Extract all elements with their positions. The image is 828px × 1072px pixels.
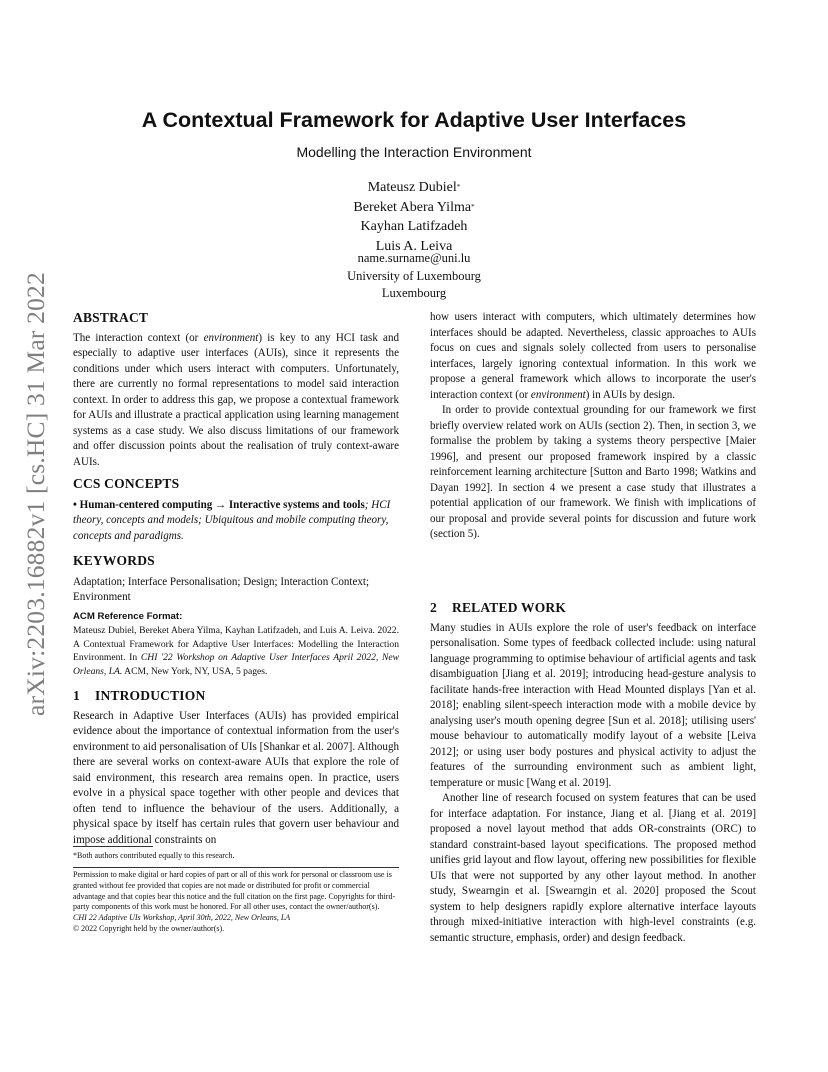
permission-rule [73, 867, 399, 868]
arxiv-stamp: arXiv:2203.16882v1 [cs.HC] 31 Mar 2022 [21, 272, 50, 716]
abstract-heading: ABSTRACT [73, 310, 149, 325]
copyright-notice: © 2022 Copyright held by the owner/author(s). [73, 923, 225, 933]
introduction-text: Research in Adaptive User Interfaces (AUIs) has provided empirical evidence about the importance of contextual information from the user's environment to aid personalisation of UIs [Shankar et al. 2007]. Although there are several works on context-aware AUIs that explore the role of said environment, this research area remains open. In practice, users evolve in a physical space together with other people and devices that often tend to influence the behaviour of the users. Additionally, a physical space by itself has certain rules that govern user behaviour and impose additional constraints on [73, 709, 399, 846]
related-work-section [430, 600, 756, 946]
footnote: *Both authors contributed equally to this research. [73, 851, 235, 860]
keywords-section [73, 553, 399, 606]
workshop-venue: CHI 22 Adaptive UIs Workshop, April 30th, 2022, New Orleans, LA [73, 913, 291, 923]
author-email: name.surname@uni.lu [357, 251, 471, 265]
author-1: Mateusz Dubiel* [367, 180, 461, 195]
country: Luxembourg [381, 286, 447, 300]
abstract-section [73, 310, 399, 470]
ccs-text: • Human-centered computing → Interactive systems and tools; HCI theory, concepts and models; Ubiquitous and mobile computing theory, concepts and paradigms. [73, 498, 391, 542]
ccs-heading: CCS CONCEPTS [73, 476, 180, 491]
author-3: Kayhan Latifzadeh [360, 219, 468, 234]
introduction-section [73, 688, 399, 848]
introduction-heading: 1 INTRODUCTION [73, 688, 206, 703]
related-work-heading: 2 RELATED WORK [430, 600, 567, 615]
institution: University of Luxembourg [347, 268, 481, 283]
permission-block [73, 870, 399, 935]
keywords-text: Adaptation; Interface Personalisation; Design; Interaction Context; Environment [73, 575, 370, 603]
permission-text: Permission to make digital or hard copies of part or all of this work for personal or classroom use is granted without fee provided that copies are not made or distributed for profit or commercial advantage and that copies bear this notice and the full citation on the first page. Copyrights for third-party components of this work must be honored. For all other uses, contact the owner/author(s). [73, 870, 396, 912]
paper-title: A Contextual Framework for Adaptive User Interfaces [141, 108, 687, 132]
affiliation [0, 250, 828, 303]
reference-format-heading: ACM Reference Format: [73, 611, 183, 622]
author-4: Luis A. Leiva [375, 238, 453, 254]
author-list [0, 178, 828, 256]
intro-paragraph-1: how users interact with computers, which ultimately determines how interfaces should be adapted. Nevertheless, classic approaches to AUIs focus on cues and signals solely collected from users to personalise interfaces, largely ignoring contextual information. In this work we propose a general framework which allows to incorporate the user's interaction context (or environment) in AUIs by design. [430, 311, 756, 401]
reference-format-text: Mateusz Dubiel, Bereket Abera Yilma, Kayhan Latifzadeh, and Luis A. Leiva. 2022. A Contextual Framework for Adaptive User Interfaces: Modelling the Interaction Environment. In CHI '22 Workshop on Adaptive User Interfaces April 2022, New Orleans, LA. ACM, New York, NY, USA, 5 pages. [73, 625, 400, 677]
paper-subtitle: Modelling the Interaction Environment [296, 144, 532, 160]
reference-format [73, 610, 399, 678]
intro-paragraph-2: In order to provide contextual grounding for our framework we first briefly overview related work on AUIs (section 2). Then, in section 3, we formalise the problem by taking a systems theory perspective [Maier 1996], and present our proposed framework inspired by a classic reinforcement learning architecture [Sutton and Barto 1998; Watkins and Dayan 1992]. In section 4 we present a case study that illustrates a potential application of our framework. We finish with implications of our proposal and provide several points for discussion and future work (section 5). [430, 404, 756, 540]
related-paragraph-2: Another line of research focused on system features that can be used for interface adaptation. For instance, Jiang et al. [Jiang et al. 2019] proposed a novel layout method that adds OR-constraints (ORC) to standard constraint-based layout specifications. The proposed method unifies grid layout and flow layout, offering new possibilities for flexible UIs that were not supported by any other layout method. In another study, Swearngin et al. [Swearngin et al. 2020] proposed the Scout system to help designers rapidly explore alternative interface layouts through mixed-initiative interaction with high-level constraints (e.g. semantic structure, emphasis, order) and design feedback. [430, 792, 756, 944]
related-paragraph-1: Many studies in AUIs explore the role of user's feedback on interface personalisation. Some types of feedback collected include: using natural language programming to optimise behaviour of artificial agents and task disambiguation [Jiang et al. 2019]; introducing head-gesture analysis to facilitate hands-free interaction with Head Mounted displays [Yan et al. 2018]; enabling silent-speech interaction mode with a mobile device by analysing user's mouth opening degree [Sun et al. 2018]; utilising users' mouse behaviour to automatically modify layout of a website [Leiva 2012]; or using user body postures and physical activity to adjust the features of the surrounding environment such as ambient light, temperature or music [Wang et al. 2019]. [430, 621, 756, 789]
author-2: Bereket Abera Yilma* [353, 199, 475, 215]
introduction-continued [430, 310, 756, 543]
footnote-rule [73, 846, 153, 847]
abstract-text: The interaction context (or environment) is key to any HCI task and especially to adaptive user interfaces (AUIs), since it represents the conditions under which users interact with computers. Unfortunately, there are currently no formal representations to model said interaction context. In order to address this gap, we propose a contextual framework for AUIs and illustrate a practical application using learning management systems as a case study. We also discuss limitations of our framework and offer discussion points about the realisation of truly context-aware AUIs. [73, 331, 399, 468]
keywords-heading: KEYWORDS [73, 553, 155, 568]
ccs-section [73, 476, 399, 544]
